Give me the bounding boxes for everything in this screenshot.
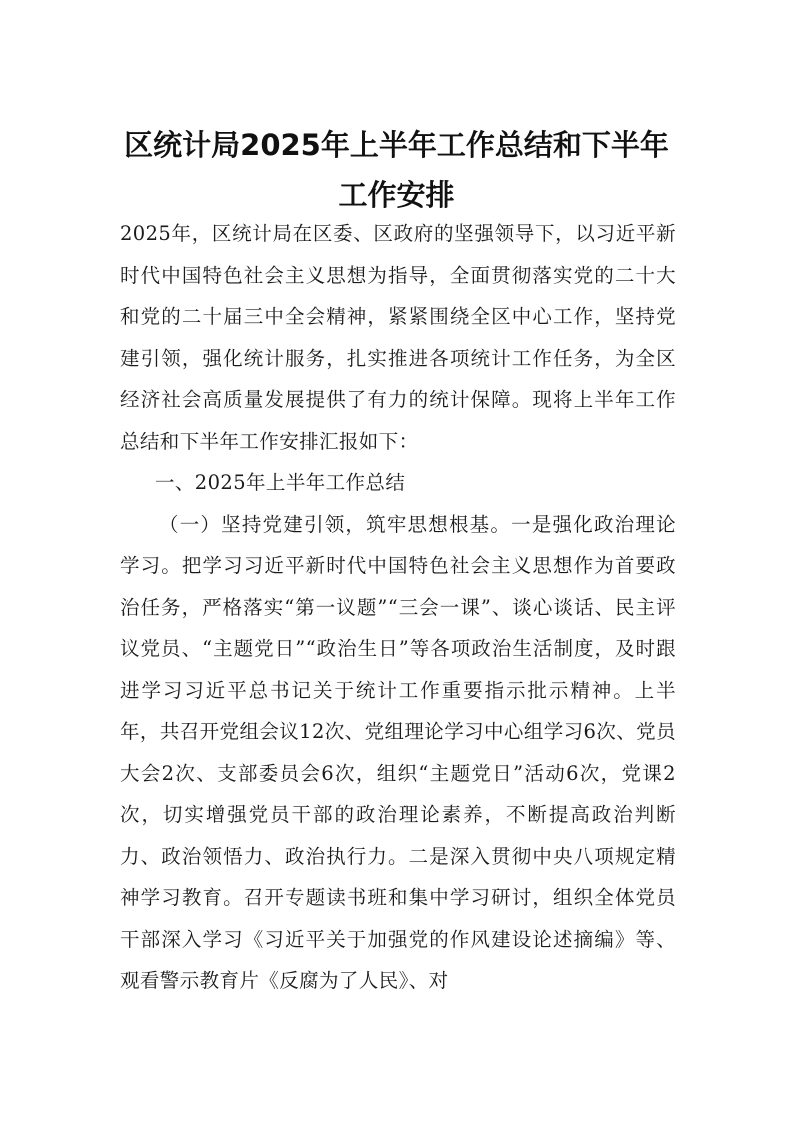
section-1-paragraph-1: （一）坚持党建引领，筑牢思想根基。一是强化政治理论学习。把学习习近平新时代中国特色社会主义思想作为首要政治任务，严格落实“第一议题”“三会一课”、谈心谈话、民主评议党员、“主题党日”“政治生日”等各项政治生活制度，及时跟进学习习近平总书记关于统计工作重要指示批示精神。上半年，共召开党组会议12次、党组理论学习中心组学习6次、党员大会2次、支部委员会6次，组织“主题党日”活动6次，党课2次，切实增强党员干部的政治理论素养，不断提高政治判断力、政治领悟力、政治执行力。二是深入贯彻中央八项规定精神学习教育。召开专题读书班和集中学习研讨，组织全体党员干部深入学习《习近平关于加强党的作风建设论述摘编》等、观看警示教育片《反腐为了人民》、对 bbox=[120, 512, 676, 992]
document-body bbox=[120, 213, 676, 1002]
title-line-2: 工作安排 bbox=[338, 178, 455, 212]
intro-paragraph: 2025年，区统计局在区委、区政府的坚强领导下，以习近平新时代中国特色社会主义思想为指导，全面贯彻落实党的二十大和党的二十届三中全会精神，紧紧围绕全区中心工作，坚持党建引领，强化统计服务，扎实推进各项统计工作任务，为全区经济社会高质量发展提供了有力的统计保障。现将上半年工作总结和下半年工作安排汇报如下： bbox=[120, 222, 676, 453]
section-heading-1: 一、2025年上半年工作总结 bbox=[155, 471, 406, 494]
title-line-1: 区统计局2025年上半年工作总结和下半年 bbox=[124, 128, 669, 162]
document-title bbox=[100, 120, 693, 220]
